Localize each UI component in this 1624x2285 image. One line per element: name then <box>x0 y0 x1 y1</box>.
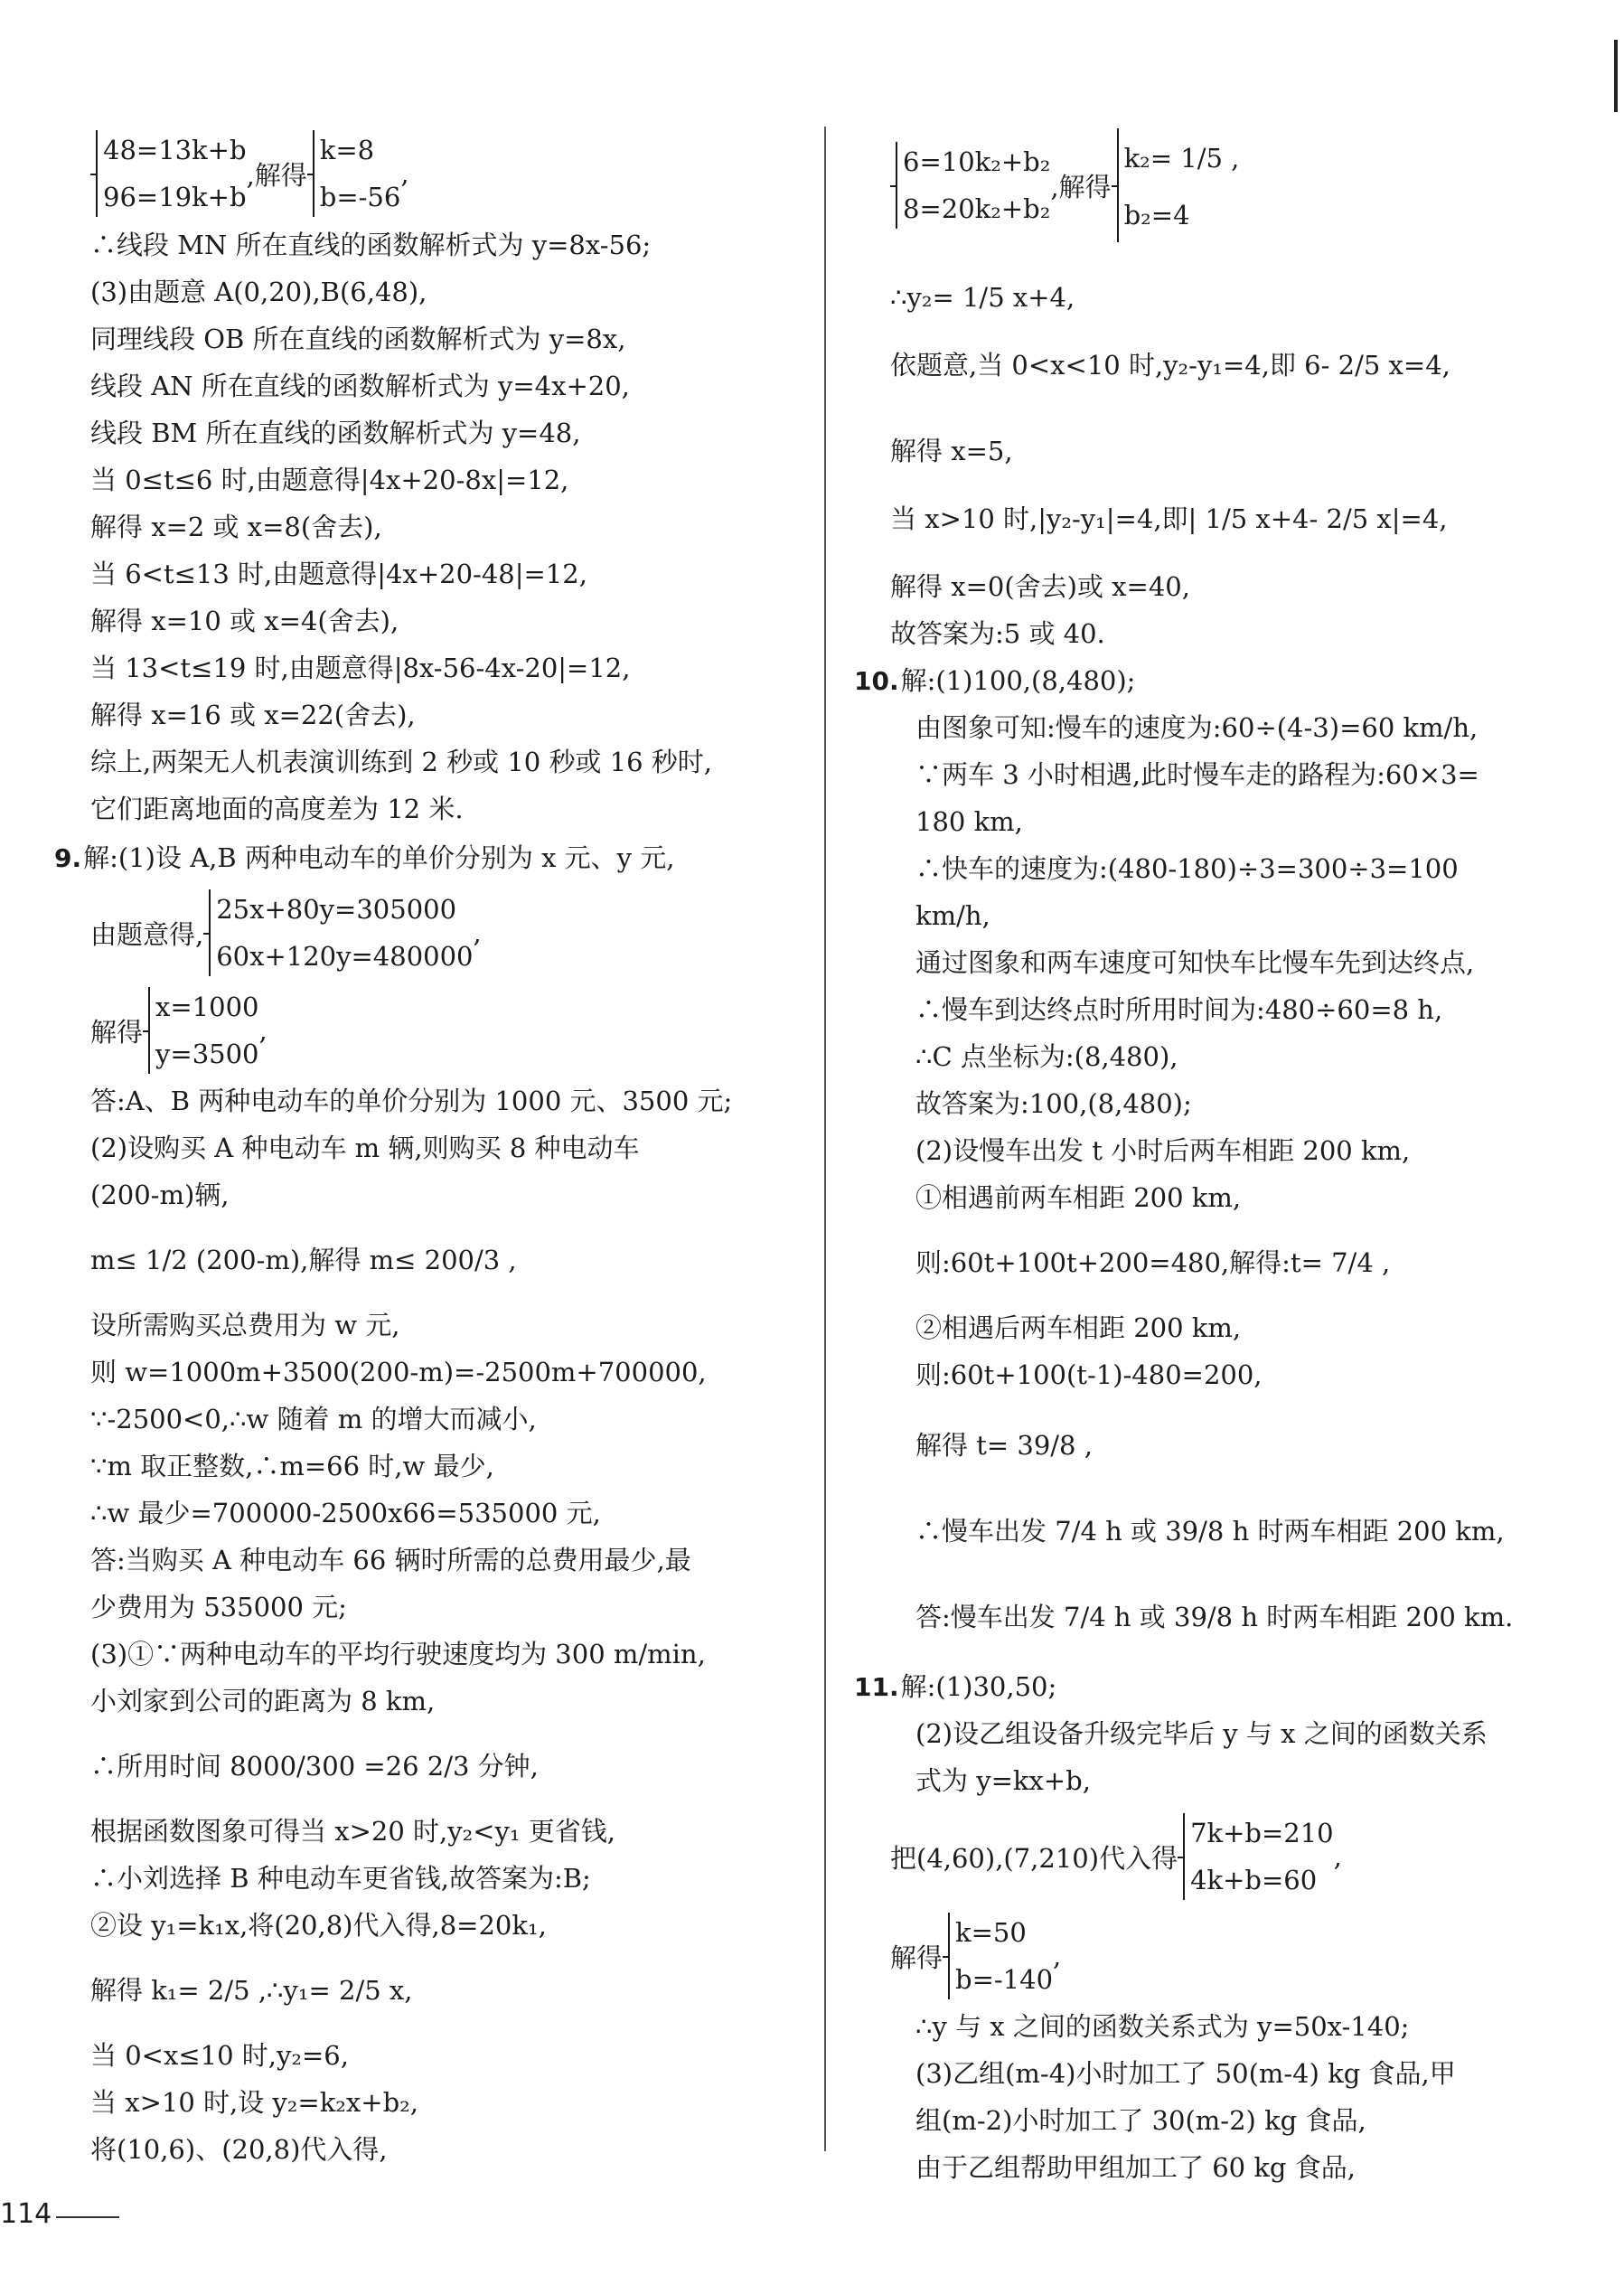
text-line: m≤ 1/2 (200-m),解得 m≤ 200/3 , <box>90 1245 517 1275</box>
text-line: 则:60t+100(t-1)-480=200, <box>915 1359 1263 1390</box>
equation-system: 6=10k₂+b₂ 8=20k₂+b₂ ,解得 k₂= 1/5 , b₂=4 <box>890 127 1239 244</box>
text-line: 当 13<t≤19 时,由题意得|8x-56-4x-20|=12, <box>90 653 631 683</box>
text-line: ∴慢车出发 7/4 h 或 39/8 h 时两车相距 200 km, <box>915 1516 1505 1547</box>
brace <box>90 128 103 219</box>
brace <box>143 985 155 1076</box>
text-line: 则:60t+100t+200=480,解得:t= 7/4 , <box>915 1247 1391 1278</box>
text-line: 解得 t= 39/8 , <box>915 1430 1093 1461</box>
text-line: 解得 x=0(舍去)或 x=40, <box>890 571 1190 602</box>
text-line: km/h, <box>915 900 990 931</box>
text-line: 故答案为:100,(8,480); <box>915 1088 1192 1119</box>
text-line: ∴所用时间 8000/300 =26 2/3 分钟, <box>90 1751 539 1782</box>
text-line: 将(10,6)、(20,8)代入得, <box>90 2134 388 2165</box>
system-rows: 48=13k+b 96=19k+b <box>103 135 247 212</box>
text-line: 综上,两架无人机表演训练到 2 秒或 10 秒或 16 秒时, <box>90 747 713 777</box>
text-line: 线段 BM 所在直线的函数解析式为 y=48, <box>90 418 581 448</box>
text-line: 依题意,当 0<x<10 时,y₂-y₁=4,即 6- 2/5 x=4, <box>890 350 1450 381</box>
text-line: 解得 k₁= 2/5 ,∴y₁= 2/5 x, <box>90 1975 413 2006</box>
question-11-line: 11.解:(1)30,50; <box>854 1671 1057 1702</box>
footer-rule <box>56 2216 119 2218</box>
text-line: (200-m)辆, <box>90 1180 230 1210</box>
text-line: 则 w=1000m+3500(200-m)=-2500m+700000, <box>90 1357 707 1387</box>
text-line: ②设 y₁=k₁x,将(20,8)代入得,8=20k₁, <box>90 1910 547 1941</box>
text-line: 解得 x=10 或 x=4(舍去), <box>90 606 399 636</box>
text-line: 解得 x=2 或 x=8(舍去), <box>90 512 382 542</box>
text-line: 少费用为 535000 元; <box>90 1592 347 1622</box>
text-line: ∵两车 3 小时相遇,此时慢车走的路程为:60×3= <box>915 759 1479 790</box>
text-line: ∵m 取正整数,∴m=66 时,w 最少, <box>90 1451 494 1481</box>
brace <box>307 128 320 219</box>
text-line: ∴快车的速度为:(480-180)÷3=300÷3=100 <box>915 853 1459 884</box>
text-line: ∴慢车到达终点时所用时间为:480÷60=8 h, <box>915 994 1443 1025</box>
brace <box>890 140 903 230</box>
text-line: 由图象可知:慢车的速度为:60÷(4-3)=60 km/h, <box>915 712 1478 743</box>
question-9-line: 9.解:(1)设 A,B 两种电动车的单价分别为 x 元、y 元, <box>54 842 675 873</box>
text-line: 故答案为:5 或 40. <box>890 618 1105 649</box>
text-line: ①相遇前两车相距 200 km, <box>915 1182 1242 1213</box>
text-line: 当 0≤t≤6 时,由题意得|4x+20-8x|=12, <box>90 465 569 495</box>
text-line: ∵-2500<0,∴w 随着 m 的增大而减小, <box>90 1404 537 1434</box>
corner-mark <box>1614 40 1618 112</box>
text-line: 线段 AN 所在直线的函数解析式为 y=4x+20, <box>90 371 630 401</box>
text-line: 根据函数图象可得当 x>20 时,y₂<y₁ 更省钱, <box>90 1816 615 1847</box>
system-solution: k₂= 1/5 , b₂=4 <box>1123 143 1240 230</box>
brace <box>1178 1811 1190 1902</box>
text-line: 答:慢车出发 7/4 h 或 39/8 h 时两车相距 200 km. <box>915 1602 1514 1632</box>
text-line: 答:当购买 A 种电动车 66 辆时所需的总费用最少,最 <box>90 1545 691 1575</box>
text-line: (3)乙组(m-4)小时加工了 50(m-4) kg 食品,甲 <box>915 2058 1456 2089</box>
equation-system: 48=13k+b 96=19k+b ,解得 k=8 b=-56 , <box>90 127 409 221</box>
text-line: 同理线段 OB 所在直线的函数解析式为 y=8x, <box>90 324 626 354</box>
equation-system: 解得 x=1000 y=3500 , <box>90 983 268 1077</box>
text-line: ∴小刘选择 B 种电动车更省钱,故答案为:B; <box>90 1863 591 1894</box>
text-line: ∴C 点坐标为:(8,480), <box>915 1041 1178 1072</box>
text-line: 当 x>10 时,设 y₂=k₂x+b₂, <box>90 2087 418 2118</box>
brace <box>1112 127 1124 244</box>
text-line: 解得 x=5, <box>890 436 1013 466</box>
text-line: (3)由题意 A(0,20),B(6,48), <box>90 277 427 307</box>
system-rows: k=50 b=-140 <box>955 1917 1054 1995</box>
equation-system: 由题意得, 25x+80y=305000 60x+120y=480000 , <box>90 886 482 980</box>
question-number: 10. <box>854 666 899 696</box>
text-line: 它们距离地面的高度差为 12 米. <box>90 794 464 824</box>
text-line: 由于乙组帮助甲组加工了 60 kg 食品, <box>915 2152 1356 2183</box>
equation-system: 解得 k=50 b=-140 , <box>890 1909 1061 2003</box>
text-line: (2)设乙组设备升级完毕后 y 与 x 之间的函数关系 <box>915 1718 1488 1749</box>
system-rows: x=1000 y=3500 <box>155 992 259 1069</box>
text-line: 180 km, <box>915 806 1023 837</box>
system-rows: 6=10k₂+b₂ 8=20k₂+b₂ <box>903 146 1051 224</box>
text-line: (3)①∵两种电动车的平均行驶速度均为 300 m/min, <box>90 1639 706 1669</box>
question-number: 11. <box>854 1672 899 1702</box>
text-line: 组(m-2)小时加工了 30(m-2) kg 食品, <box>915 2105 1366 2136</box>
page-number: 114 <box>0 2198 52 2230</box>
text-line: 当 6<t≤13 时,由题意得|4x+20-48|=12, <box>90 559 587 589</box>
system-solution: k=8 b=-56 <box>319 135 401 212</box>
text-line: (2)设慢车出发 t 小时后两车相距 200 km, <box>915 1135 1411 1166</box>
text-line: 当 x>10 时,|y₂-y₁|=4,即| 1/5 x+4- 2/5 x|=4, <box>890 503 1448 534</box>
text-line: 通过图象和两车速度可知快车比慢车先到达终点, <box>915 947 1475 978</box>
equation-system: 把(4,60),(7,210)代入得 7k+b=210 4k+b=60 , <box>890 1810 1342 1904</box>
text-line: ∴y 与 x 之间的函数关系式为 y=50x-140; <box>915 2011 1410 2042</box>
brace <box>203 888 216 978</box>
text-line: 式为 y=kx+b, <box>915 1765 1091 1796</box>
text-line: ②相遇后两车相距 200 km, <box>915 1312 1242 1343</box>
text-line: ∴线段 MN 所在直线的函数解析式为 y=8x-56; <box>90 230 652 260</box>
text-line: 答:A、B 两种电动车的单价分别为 1000 元、3500 元; <box>90 1086 733 1116</box>
text-line: 小刘家到公司的距离为 8 km, <box>90 1686 436 1716</box>
brace <box>943 1911 955 2001</box>
system-rows: 25x+80y=305000 60x+120y=480000 <box>216 894 474 972</box>
text-line: ∴y₂= 1/5 x+4, <box>890 282 1075 313</box>
question-number: 9. <box>54 843 82 873</box>
text-line: 当 0<x≤10 时,y₂=6, <box>90 2040 349 2071</box>
text-line: ∴w 最少=700000-2500x66=535000 元, <box>90 1498 601 1528</box>
text-line: 设所需购买总费用为 w 元, <box>90 1310 400 1340</box>
text-line: (2)设购买 A 种电动车 m 辆,则购买 8 种电动车 <box>90 1133 640 1163</box>
question-10-line: 10.解:(1)100,(8,480); <box>854 665 1136 696</box>
text-line: 解得 x=16 或 x=22(舍去), <box>90 700 416 730</box>
system-rows: 7k+b=210 4k+b=60 <box>1190 1818 1334 1895</box>
column-divider <box>824 127 826 2151</box>
